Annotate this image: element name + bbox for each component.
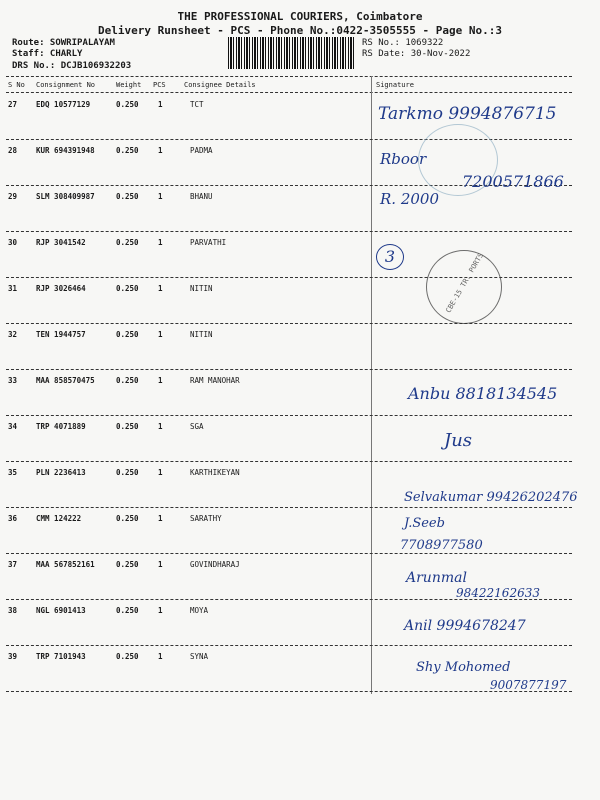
signature-row-36: J.Seeb <box>404 516 445 531</box>
col-header-signature: Signature <box>376 81 414 89</box>
row-weight: 0.250 <box>116 422 139 431</box>
row-sno: 33 <box>8 376 18 385</box>
row-pcs: 1 <box>158 560 163 569</box>
row-sno: 32 <box>8 330 18 339</box>
row-divider <box>6 415 572 416</box>
row-consignment-no: SLM 308409987 <box>36 192 95 201</box>
row-consignee: SGA <box>190 422 204 431</box>
title-line-2: Delivery Runsheet - PCS - Phone No.:0422-3505555 - Page No.:3 <box>98 24 502 37</box>
row-consignment-no: RJP 3026464 <box>36 284 86 293</box>
row-divider <box>6 553 572 554</box>
route-label: Route: SOWRIPALAYAM <box>12 38 115 48</box>
row-divider <box>6 231 572 232</box>
row-sno: 34 <box>8 422 18 431</box>
row-pcs: 1 <box>158 146 163 155</box>
row-consignee: KARTHIKEYAN <box>190 468 240 477</box>
row-weight: 0.250 <box>116 146 139 155</box>
row-pcs: 1 <box>158 330 163 339</box>
row-weight: 0.250 <box>116 100 139 109</box>
row-weight: 0.250 <box>116 468 139 477</box>
row-weight: 0.250 <box>116 514 139 523</box>
row-consignee: MOYA <box>190 606 209 615</box>
signature-phone-row-39: 9007877197 <box>490 678 567 692</box>
row-sno: 39 <box>8 652 18 661</box>
row-sno: 30 <box>8 238 18 247</box>
row-sno: 38 <box>8 606 18 615</box>
rs-date: RS Date: 30-Nov-2022 <box>362 49 471 59</box>
row-consignee: PADMA <box>190 146 213 155</box>
row-consignment-no: RJP 3041542 <box>36 238 86 247</box>
signature-row-34: Jus <box>444 430 473 451</box>
row-consignee: PARVATHI <box>190 238 227 247</box>
signature-row-37: Arunmal <box>406 570 467 586</box>
row-weight: 0.250 <box>116 192 139 201</box>
row-pcs: 1 <box>158 606 163 615</box>
col-header-pcs: PCS <box>153 81 166 89</box>
row-consignee: SYNA <box>190 652 209 661</box>
col-header-sno: S No <box>8 81 25 89</box>
signature-row-29: R. 2000 <box>380 190 440 208</box>
signature-row-27: Tarkmo 9994876715 <box>378 104 557 124</box>
row-sno: 29 <box>8 192 18 201</box>
row-pcs: 1 <box>158 192 163 201</box>
row-sno: 35 <box>8 468 18 477</box>
row-consignee: TCT <box>190 100 204 109</box>
row-weight: 0.250 <box>116 560 139 569</box>
row-weight: 0.250 <box>116 238 139 247</box>
row-pcs: 1 <box>158 284 163 293</box>
header-top-rule <box>6 76 572 77</box>
row-divider <box>6 645 572 646</box>
row-pcs: 1 <box>158 238 163 247</box>
row-consignee: BHANU <box>190 192 213 201</box>
signature-row-28: Rboor <box>380 150 427 168</box>
row-consignment-no: KUR 694391948 <box>36 146 95 155</box>
row-pcs: 1 <box>158 514 163 523</box>
row-divider <box>6 369 572 370</box>
row-sno: 28 <box>8 146 18 155</box>
row-sno: 36 <box>8 514 18 523</box>
row-weight: 0.250 <box>116 376 139 385</box>
row-consignee: NITIN <box>190 330 213 339</box>
row-consignee: NITIN <box>190 284 213 293</box>
title-line-1: THE PROFESSIONAL COURIERS, Coimbatore <box>177 10 423 23</box>
signature-row-30: 3 <box>376 244 404 270</box>
signature-phone-row-37: 98422162633 <box>456 586 540 600</box>
signature-phone-row-28: 7200571866 <box>462 172 564 191</box>
signature-column-divider <box>371 76 372 694</box>
row-divider <box>6 507 572 508</box>
col-header-weight: Weight <box>116 81 142 89</box>
barcode <box>228 37 356 69</box>
row-sno: 27 <box>8 100 18 109</box>
row-consignment-no: TRP 4071889 <box>36 422 86 431</box>
row-weight: 0.250 <box>116 284 139 293</box>
row-sno: 37 <box>8 560 18 569</box>
stamp-lower <box>426 250 502 324</box>
row-divider <box>6 461 572 462</box>
signature-phone-row-36: 7708977580 <box>400 538 483 553</box>
row-consignment-no: CMM 124222 <box>36 514 82 523</box>
col-header-consignee: Consignee Details <box>184 81 256 89</box>
row-consignee: GOVINDHARAJ <box>190 560 240 569</box>
row-consignee: RAM MANOHAR <box>190 376 240 385</box>
staff-label: Staff: CHARLY <box>12 49 83 59</box>
row-consignment-no: EDQ 10577129 <box>36 100 91 109</box>
row-pcs: 1 <box>158 422 163 431</box>
row-divider <box>6 323 572 324</box>
signature-row-39: Shy Mohomed <box>416 660 511 675</box>
row-consignment-no: MAA 858570475 <box>36 376 95 385</box>
row-consignment-no: MAA 567852161 <box>36 560 95 569</box>
row-consignee: SARATHY <box>190 514 222 523</box>
header-bottom-rule <box>6 92 572 93</box>
row-pcs: 1 <box>158 376 163 385</box>
row-consignment-no: PLN 2236413 <box>36 468 86 477</box>
row-weight: 0.250 <box>116 606 139 615</box>
row-weight: 0.250 <box>116 330 139 339</box>
row-pcs: 1 <box>158 100 163 109</box>
row-pcs: 1 <box>158 652 163 661</box>
signature-row-38: Anil 9994678247 <box>404 618 526 634</box>
signature-row-33: Anbu 8818134545 <box>408 384 558 403</box>
col-header-consignment: Consignment No <box>36 81 96 89</box>
row-consignment-no: TRP 7101943 <box>36 652 86 661</box>
stamp-text: CBE-15 TR. PORTS <box>444 251 486 315</box>
row-consignment-no: TEN 1944757 <box>36 330 86 339</box>
row-sno: 31 <box>8 284 18 293</box>
row-pcs: 1 <box>158 468 163 477</box>
row-weight: 0.250 <box>116 652 139 661</box>
row-divider <box>6 691 572 692</box>
row-consignment-no: NGL 6901413 <box>36 606 86 615</box>
rs-number: RS No.: 1069322 <box>362 38 444 48</box>
drs-number: DRS No.: DCJB106932203 <box>12 61 132 71</box>
signature-row-35: Selvakumar 99426202476 <box>404 490 578 505</box>
